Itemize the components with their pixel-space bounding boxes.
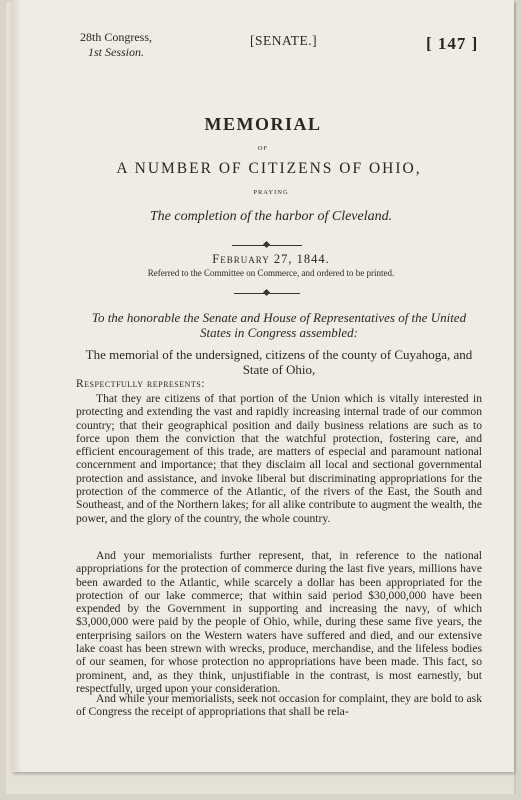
referral-note: Referred to the Committee on Commerce, and ordered to be printed. [147, 268, 395, 278]
congress-session [80, 30, 152, 60]
document-number: [ 147 ] [426, 34, 479, 53]
citizens-title: A NUMBER OF CITIZENS OF OHIO, [116, 160, 422, 177]
document-page [12, 0, 514, 772]
paragraph-1: That they are citizens of that portion of the Union which is vitally interested in protecting and extending the vast and rapidly increasing internal trade of our common country; that their geographical position and daily business relations are such as to force upon them the conviction that the watchful protection, fostering care, and efficient encouragement of this trade, are matters of especial and paramount national concernment and importance; that they disclaim all local and sectional governmental protection and assistance, and invoke liberal but discriminating appropriations for the protection of the commerce of the Atlantic, of the rivers of the East, the South and Southeast, and of the Northern lakes; for all alike contribute to augment the wealth, the power, and the glory of the country, the whole country. [76, 392, 482, 525]
paragraph-3: And while your memorialists, seek not occasion for complaint, they are bold to ask of Congress the receipt of appropriations that shall be rela- [76, 692, 482, 719]
of-label: OF [257, 145, 269, 152]
session-label: 1st Session. [87, 45, 144, 59]
praying-label: PRAYING [253, 189, 289, 196]
ornament-diamond-top [263, 241, 270, 248]
ornament-diamond-bottom [263, 289, 270, 296]
memorial-intro: The memorial of the undersigned, citizens of the county of Cuyahoga, and State of Ohio, [85, 347, 473, 377]
page-header [12, 26, 514, 66]
address-heading: To the honorable the Senate and House of Representatives of the United States in Congress assembled: [91, 310, 467, 340]
paragraph-2: And your memorialists further represent, that, in reference to the national appropriations for the protection of commerce during the last five years, millions have been awarded to the Atlantic, while scarcely a dollar has been appropriated for the protection of our lake commerce; that within said period $30,000,000 have been expended by the Government in supporting and increasing the navy, of which $3,000,000 were paid by the people of Ohio, while, during these same five years, the enterprising sailors on the Western waters have suffered and died, and our extensive lake coast has been strewn with wrecks, produce, merchandise, and the lifeless bodies of our seamen, for whose protection no appropriations have been made. This fact, so prominent, and, as they think, unjustifiable in the contrast, is most earnestly, but respectfully, urged upon your consideration. [76, 549, 482, 695]
completion-subtitle: The completion of the harbor of Cleveland. [149, 209, 393, 224]
memorial-date: February 27, 1844. [212, 252, 330, 266]
respectfully-represents: Respectfully represents: [76, 378, 205, 390]
chamber-label: [SENATE.] [250, 33, 318, 48]
memorial-title: MEMORIAL [204, 114, 322, 134]
congress-label: 28th Congress, [80, 30, 152, 44]
